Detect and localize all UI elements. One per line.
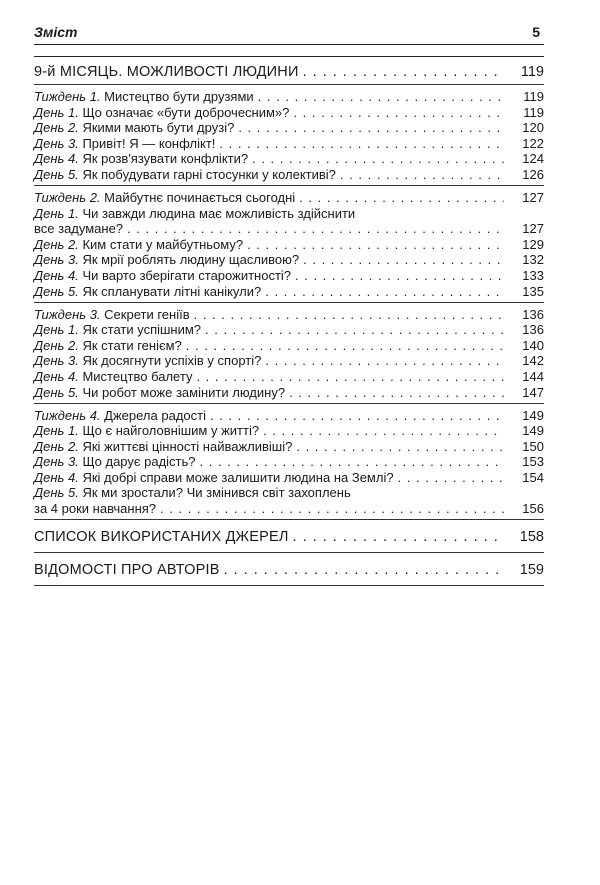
sources-title: СПИСОК ВИКОРИСТАНИХ ДЖЕРЕЛ [34,529,289,546]
day-page: 120 [522,120,544,136]
day-title: Чи завжди людина має можливість здійснити [82,205,356,221]
dot-leader [200,454,504,469]
day-page: 142 [522,353,544,369]
authors-title: ВІДОМОСТІ ПРО АВТОРІВ [34,562,220,579]
day-prefix: День 1. [34,322,79,338]
week-page: 127 [522,189,544,205]
dot-leader [252,151,504,166]
sources-page: 158 [519,529,544,546]
day-title: Що дарує радість? [82,454,196,470]
header-title: Зміст [34,24,78,40]
day-title: Що означає «бути доброчесним»? [82,104,290,120]
day-title: Які життєві цінності найважливіші? [82,438,293,454]
day-prefix: День 5. [34,283,79,299]
dot-leader [340,167,504,182]
dot-leader [303,252,504,267]
day-page: 124 [522,151,544,167]
dot-leader [265,284,504,299]
week-page: 136 [522,306,544,322]
day-page: 140 [522,337,544,353]
day-title: Як спланувати літні канікули? [82,283,262,299]
toc-entry-day[interactable] [34,470,544,485]
dot-leader [247,237,504,252]
day-page: 126 [522,166,544,182]
week-title: Майбутнє починається сьогодні [104,189,296,205]
dot-leader [303,63,504,81]
day-page: 129 [522,236,544,252]
day-title: Як досягнути успіхів у спорті? [82,353,262,369]
toc-entry-day[interactable] [34,439,544,454]
day-title: Чи варто зберігати старожитності? [82,267,292,283]
dot-leader [293,528,504,546]
toc-entry-sources[interactable] [34,528,544,546]
dot-leader [299,190,504,205]
week-title: Секрети геніїв [104,306,190,322]
day-prefix: День 3. [34,252,79,268]
week-prefix: Тиждень 4. [34,407,101,423]
toc-entry-day[interactable] [34,423,544,438]
toc-entry-day-line1[interactable] [34,206,544,221]
week-page: 149 [522,407,544,423]
day-title: Як ми зростали? Чи змінився світ захоплень [82,485,351,501]
day-page: 132 [522,252,544,268]
dot-leader [293,105,504,120]
toc-entry-day[interactable] [34,322,544,337]
day-page: 119 [523,104,544,120]
toc-entry-day[interactable] [34,136,544,151]
toc-entry-day[interactable] [34,167,544,182]
toc-entry-day[interactable] [34,385,544,400]
day-page: 136 [522,322,544,338]
toc-entry-day[interactable] [34,252,544,267]
table-of-contents [34,56,544,586]
day-title: Як побудувати гарні стосунки у колективі? [82,166,336,182]
dot-leader [258,89,504,104]
day-page: 153 [522,454,544,470]
dot-leader [263,423,504,438]
day-page: 133 [522,267,544,283]
week-title: Мистецтво бути друзями [104,89,254,104]
week-block-2 [34,186,544,303]
dot-leader [224,561,504,579]
toc-entry-day[interactable] [34,369,544,384]
week-block-4 [34,404,544,521]
dot-leader [196,369,504,384]
day-page: 150 [522,438,544,454]
day-prefix: День 2. [34,337,79,353]
toc-entry-day[interactable] [34,237,544,252]
dot-leader [295,268,504,283]
dot-leader [160,501,504,516]
day-page: 135 [522,283,544,299]
week-prefix: Тиждень 3. [34,306,101,322]
toc-entry-week[interactable] [34,89,544,104]
day-prefix: День 2. [34,120,79,136]
page-header [34,16,544,46]
toc-entry-day-line2[interactable] [34,221,544,236]
day-title: Які добрі справи може залишити людина на Землі? [82,469,394,485]
toc-entry-week[interactable] [34,408,544,423]
toc-entry-authors[interactable] [34,561,544,579]
toc-entry-day[interactable] [34,120,544,135]
authors-page: 159 [519,562,544,579]
day-prefix: День 5. [34,485,79,501]
day-title: Чи робот може замінити людину? [82,384,286,400]
day-title: Як розв'язувати конфлікти? [82,151,249,167]
day-page: 156 [522,501,544,517]
day-prefix: День 1. [34,423,79,439]
day-prefix: День 5. [34,166,79,182]
day-title-continued: за 4 роки навчання? [34,501,157,517]
day-title: Привіт! Я — конфлікт! [82,135,216,151]
dot-leader [194,307,504,322]
dot-leader [219,136,504,151]
toc-entry-day[interactable] [34,338,544,353]
toc-entry-day[interactable] [34,151,544,166]
day-prefix: День 1. [34,205,79,221]
day-page: 149 [522,423,544,439]
week-block-1 [34,85,544,186]
header-page-number: 5 [532,24,540,40]
sources-block [34,520,544,553]
day-prefix: День 3. [34,353,79,369]
toc-entry-day[interactable] [34,105,544,120]
toc-entry-day-line1[interactable] [34,485,544,500]
day-prefix: День 4. [34,469,79,485]
week-page: 119 [523,89,544,104]
day-title: Мистецтво балету [82,368,193,384]
day-prefix: День 4. [34,267,79,283]
week-title: Джерела радості [104,407,206,423]
day-prefix: День 4. [34,151,79,167]
day-page: 147 [522,384,544,400]
day-prefix: День 5. [34,384,79,400]
week-prefix: Тиждень 2. [34,189,101,205]
dot-leader [127,221,504,236]
day-page: 154 [522,469,544,485]
authors-block [34,553,544,586]
toc-entry-week[interactable] [34,190,544,205]
header-rule [34,44,544,45]
month-block [34,56,544,85]
week-prefix: Тиждень 1. [34,89,101,104]
day-title: Як мрії роблять людину щасливою? [82,252,300,268]
day-title: Як стати генієм? [82,337,182,353]
week-block-3 [34,303,544,404]
day-prefix: День 1. [34,104,79,120]
dot-leader [289,385,504,400]
month-title: 9-й МІСЯЦЬ. МОЖЛИВОСТІ ЛЮДИНИ [34,64,299,80]
toc-entry-day[interactable] [34,268,544,283]
dot-leader [265,353,504,368]
toc-entry-day[interactable] [34,353,544,368]
dot-leader [205,322,504,337]
day-title: Ким стати у майбутньому? [82,236,244,252]
day-prefix: День 2. [34,438,79,454]
day-title-continued: все задумане? [34,221,124,237]
day-page: 144 [522,368,544,384]
toc-entry-day[interactable] [34,284,544,299]
day-prefix: День 3. [34,454,79,470]
day-prefix: День 2. [34,236,79,252]
day-title: Що є найголовнішим у житті? [82,423,260,439]
dot-leader [238,120,504,135]
month-page: 119 [520,64,544,80]
day-page: 122 [522,135,544,151]
dot-leader [210,408,504,423]
dot-leader [296,439,504,454]
toc-entry-week[interactable] [34,307,544,322]
day-prefix: День 3. [34,135,79,151]
toc-entry-day[interactable] [34,454,544,469]
toc-entry-day-line2[interactable] [34,501,544,516]
toc-entry-month[interactable] [34,63,544,81]
day-prefix: День 4. [34,368,79,384]
day-title: Як стати успішним? [82,322,202,338]
dot-leader [186,338,504,353]
dot-leader [398,470,504,485]
day-page: 127 [522,221,544,237]
day-title: Якими мають бути друзі? [82,120,235,136]
